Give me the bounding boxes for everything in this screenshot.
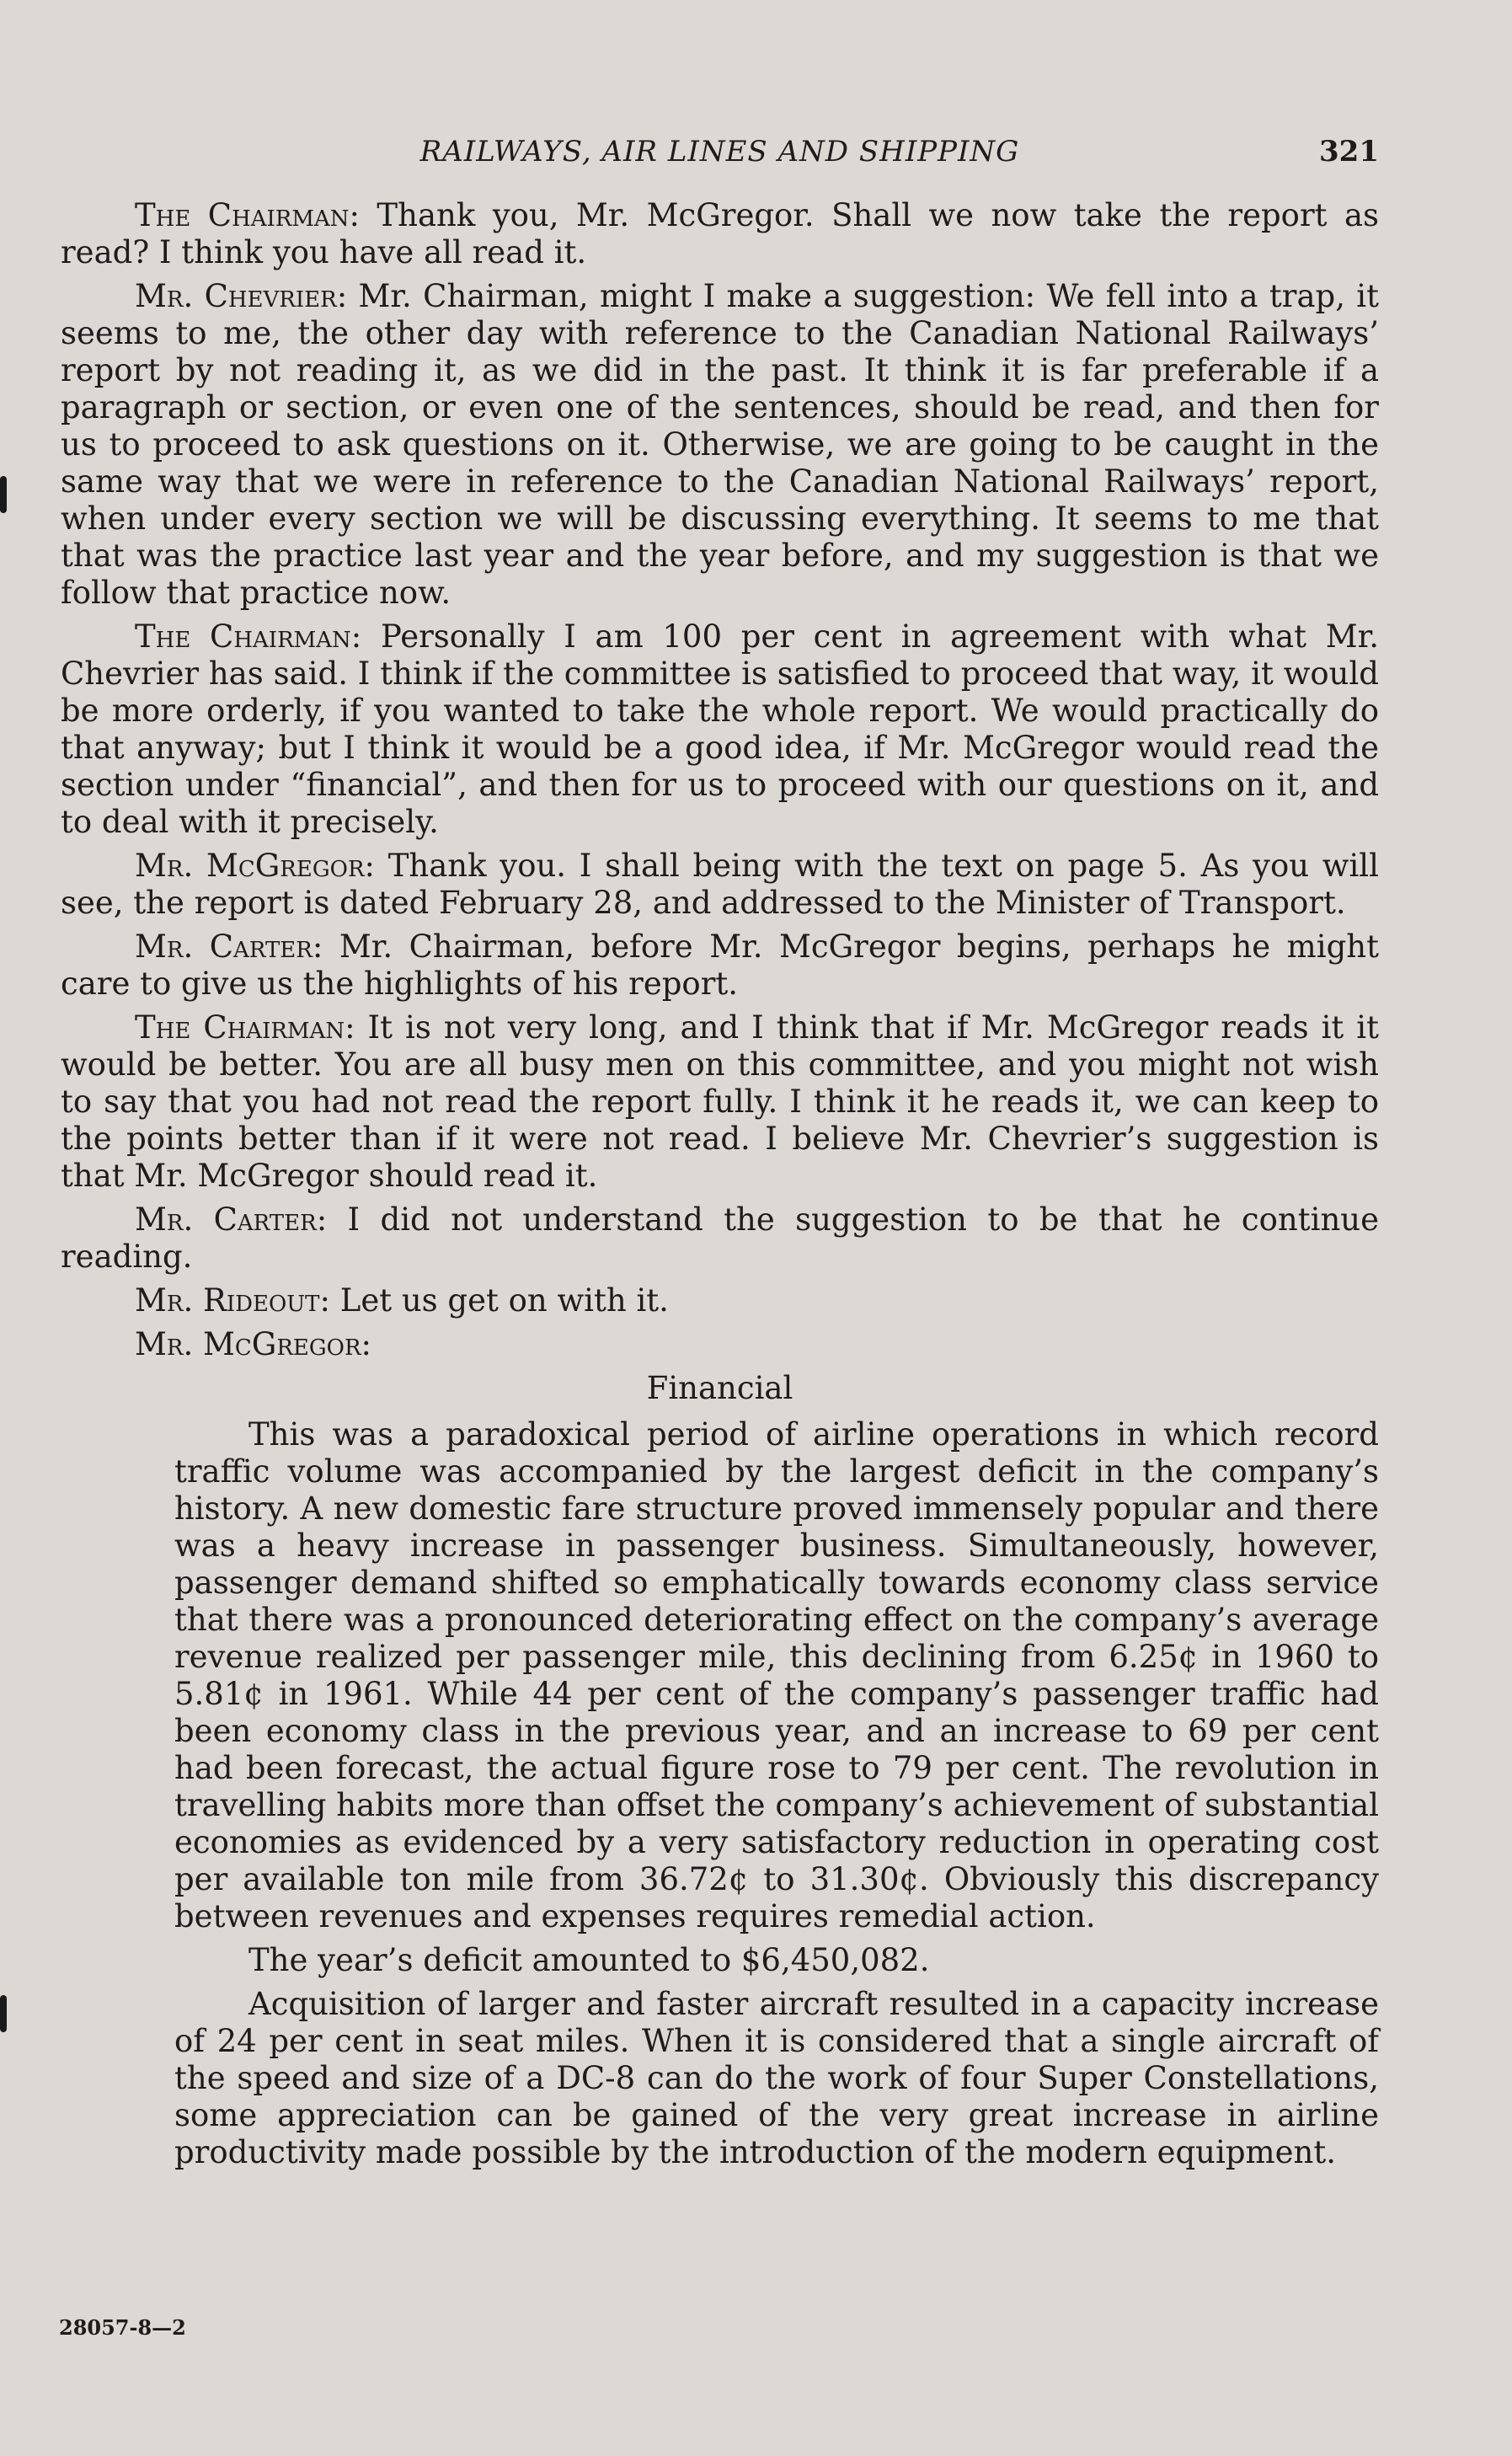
paragraph-text: It is not very long, and I think that if Mr. McGregor reads it it would be better. You are all busy men on this committee, and you might not wish to say that you had not read the report fully. I think it he reads it, we can keep to the points better than if it were not read. I believe Mr. Chevrier’s suggestion is that Mr. McGregor should read it. [61, 1009, 1379, 1194]
paragraph [61, 848, 1379, 922]
paragraph [61, 1201, 1379, 1276]
paragraph-text: I did not understand the suggestion to be that he continue reading. [61, 1201, 1379, 1275]
speaker-name: The Chairman: [135, 618, 362, 655]
binding-mark [0, 1995, 7, 2032]
footer-code: 28057-8—2 [59, 2315, 186, 2340]
speaker-name: Mr. Rideout: [135, 1282, 330, 1319]
paragraph-text: Thank you, Mr. McGregor. Shall we now take the report as read? I think you have all read it. [61, 197, 1379, 270]
speaker-name: Mr. McGregor: [135, 848, 375, 884]
page-number: 321 [1319, 135, 1379, 169]
section-heading: Financial [646, 1370, 793, 1406]
paragraph-text: Let us get on with it. [329, 1282, 669, 1319]
quoted-paragraph: Acquisition of larger and faster aircraft resulted in a capacity increase of 24 per cent in seat miles. When it is considered that a single aircraft of the speed and size of a DC-8 can do the work of four Super Constellations, some appreciation can be gained of the very great increase in airline productivity made possible by the introduction of the modern equipment. [174, 1986, 1379, 2170]
speaker-name: Mr. Carter: [135, 928, 323, 965]
speaker-name: The Chairman: [135, 1009, 355, 1046]
paragraph-text: Personally I am 100 per cent in agreement with what Mr. Chevrier has said. I think if the committee is satisfied to proceed that way, it would be more orderly, if you wanted to take the whole report. We would practically do that anyway; but I think it would be a good idea, if Mr. McGregor would read the section under “financial”, and then for us to proceed with our questions on it, and to deal with it precisely. [61, 618, 1379, 840]
speaker-name: Mr. McGregor: [135, 1326, 372, 1362]
paragraph-text: Thank you. I shall being with the text on page 5. As you will see, the report is dated February 28, and addressed to the Minister of Transport. [61, 848, 1379, 921]
paragraph [61, 278, 1379, 612]
paragraph [61, 618, 1379, 841]
speaker-name: Mr. Chevrier: [135, 278, 348, 314]
paragraph [61, 197, 1379, 271]
page-header [61, 135, 1379, 182]
speaker-name: Mr. Carter: [135, 1201, 328, 1238]
running-title: RAILWAYS, AIR LINES AND SHIPPING [419, 135, 1020, 169]
paragraph-text: Mr. Chairman, before Mr. McGregor begins, perhaps he might care to give us the highlights of his report. [61, 928, 1379, 1002]
quoted-paragraph: The year’s deficit amounted to $6,450,082. [248, 1942, 930, 1978]
paragraph-text: Mr. Chairman, might I make a suggestion: We fell into a trap, it seems to me, the other day with reference to the Canadian National Railways’ report by not reading it, as we did in the past. It think it is far preferable if a paragraph or section, or even one of the sentences, should be read, and then for us to proceed to ask questions on it. Otherwise, we are going to be caught in the same way that we were in reference to the Canadian National Railways’ report, when under every section we will be discussing everything. It seems to me that that was the practice last year and the year before, and my suggestion is that we follow that practice now. [61, 278, 1380, 611]
paragraph [61, 928, 1379, 1003]
paragraph [61, 1282, 1379, 1319]
paragraph [61, 1009, 1379, 1195]
quoted-paragraph: This was a paradoxical period of airline operations in which record traffic volume was accompanied by the largest deficit in the company’s history. A new domestic fare structure proved immensely popular and there was a heavy increase in passenger business. Simultaneously, however, passenger demand shifted so emphatically towards economy class service that there was a pronounced deteriorating effect on the company’s average revenue realized per passenger mile, this declining from 6.25¢ in 1960 to 5.81¢ in 1961. While 44 per cent of the company’s passenger traffic had been economy class in the previous year, and an increase to 69 per cent had been forecast, the actual figure rose to 79 per cent. The revolution in travelling habits more than offset the company’s achievement of substantial economies as evidenced by a very satisfactory reduction in operating cost per available ton mile from 36.72¢ to 31.30¢. Obviously this discrepancy between revenues and expenses requires remedial action. [174, 1416, 1379, 1934]
page-body [61, 135, 1379, 2178]
quoted-report [61, 1416, 1379, 2171]
paragraph [61, 1326, 1379, 1363]
speaker-name: The Chairman: [135, 197, 360, 233]
binding-mark [0, 476, 7, 513]
